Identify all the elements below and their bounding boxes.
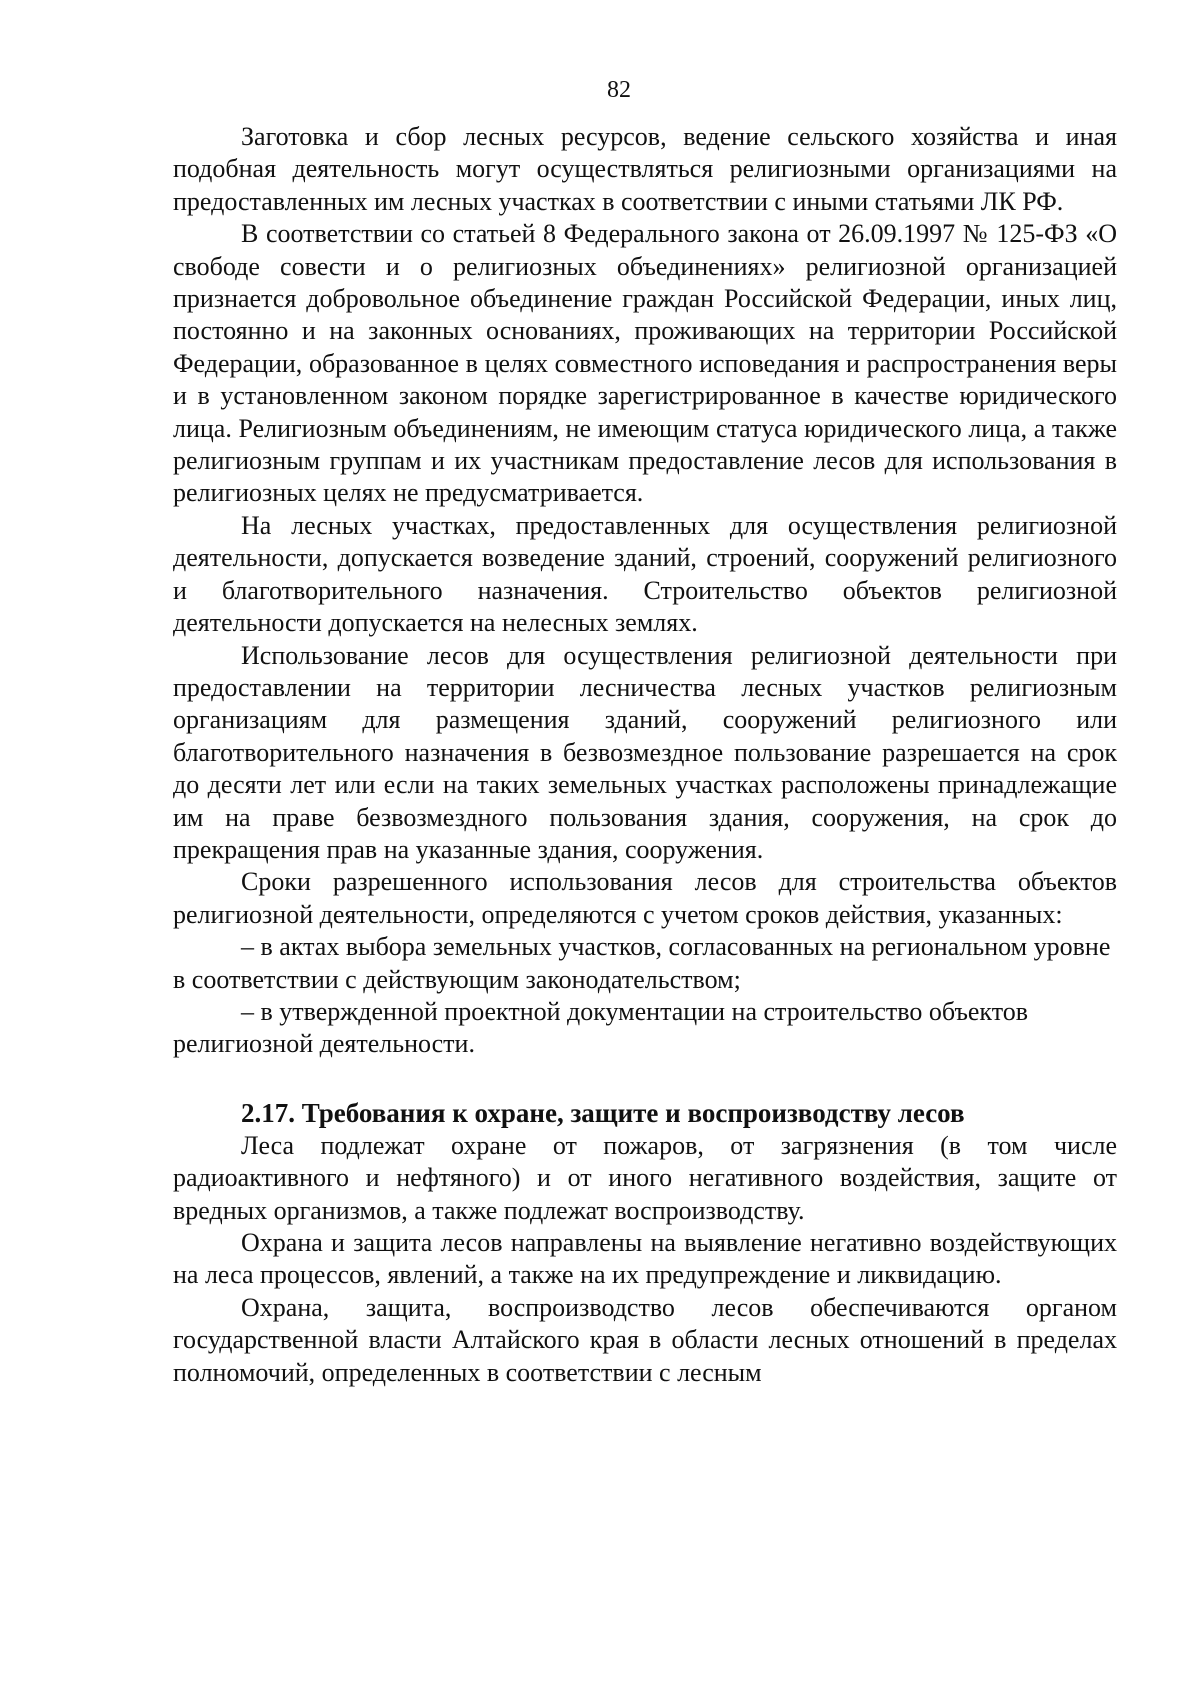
paragraph-responsible-authority: Охрана, защита, воспроизводство лесов обеспечиваются органом государственной власти Алтайского края в области лесных отношений в пределах полномочий, определенных в соответствии с лесным bbox=[173, 1292, 1117, 1387]
paragraph-forest-resources: Заготовка и сбор лесных ресурсов, ведение сельского хозяйства и иная подобная деятельность могут осуществляться религиозными организациями на предоставленных им лесных участках в соответствии с иными статьями ЛК РФ. bbox=[173, 122, 1117, 216]
paragraph-use-term: Использование лесов для осуществления религиозной деятельности при предоставлении на территории лесничества лесных участков религиозным организациям для размещения зданий, сооружений религиозного или благотворительного назначения в безвозмездное пользование разрешается на срок до десяти лет или если на таких земельных участках расположены принадлежащие им на праве безвозмездного пользования здания, сооружения, на срок до прекращения прав на указанные здания, сооружения. bbox=[173, 640, 1117, 864]
paragraph-religious-organization-definition: В соответствии со статьей 8 Федерального закона от 26.09.1997 № 125-ФЗ «О свободе совести и о религиозных объединениях» религиозной организацией признается добровольное объединение граждан Российской Федерации, иных лиц, постоянно и на законных основаниях, проживающих на территории Российской Федерации, образованное в целях совместного исповедания и распространения веры и в установленном законом порядке зарегистрированное в качестве юридического лица. Религиозным объединениям, не имеющим статуса юридического лица, а также религиозным группам и их участникам предоставление лесов для использования в религиозных целях не предусматривается. bbox=[173, 219, 1117, 508]
list-item-project-documentation: – в утвержденной проектной документации на строительство объектов религиозной деятельности. bbox=[173, 996, 1029, 1059]
paragraph-forest-protection: Леса подлежат охране от пожаров, от загрязнения (в том числе радиоактивного и нефтяного) и от иного негативного воздействия, защите от вредных организмов, а также подлежат воспроизводству. bbox=[173, 1130, 1117, 1225]
paragraph-protection-aims: Охрана и защита лесов направлены на выявление негативно воздействующих на леса процессов, явлений, а также на их предупреждение и ликвидацию. bbox=[173, 1228, 1117, 1290]
list-item-land-selection-acts: – в актах выбора земельных участков, согласованных на региональном уровне в соответствии с действующим законодательством; bbox=[173, 932, 1111, 994]
paragraph-buildings-construction: На лесных участках, предоставленных для осуществления религиозной деятельности, допускается возведение зданий, строений, сооружений религиозного и благотворительного назначения. Строительство объектов религиозной деятельности допускается на нелесных землях. bbox=[173, 510, 1117, 638]
page-body bbox=[173, 121, 1117, 1389]
paragraph-permitted-use-terms: Сроки разрешенного использования лесов для строительства объектов религиозной деятельности, определяются с учетом сроков действия, указанных: bbox=[173, 867, 1117, 929]
page-number: 82 bbox=[607, 77, 631, 103]
section-heading: 2.17. Требования к охране, защите и воспроизводству лесов bbox=[241, 1097, 965, 1128]
